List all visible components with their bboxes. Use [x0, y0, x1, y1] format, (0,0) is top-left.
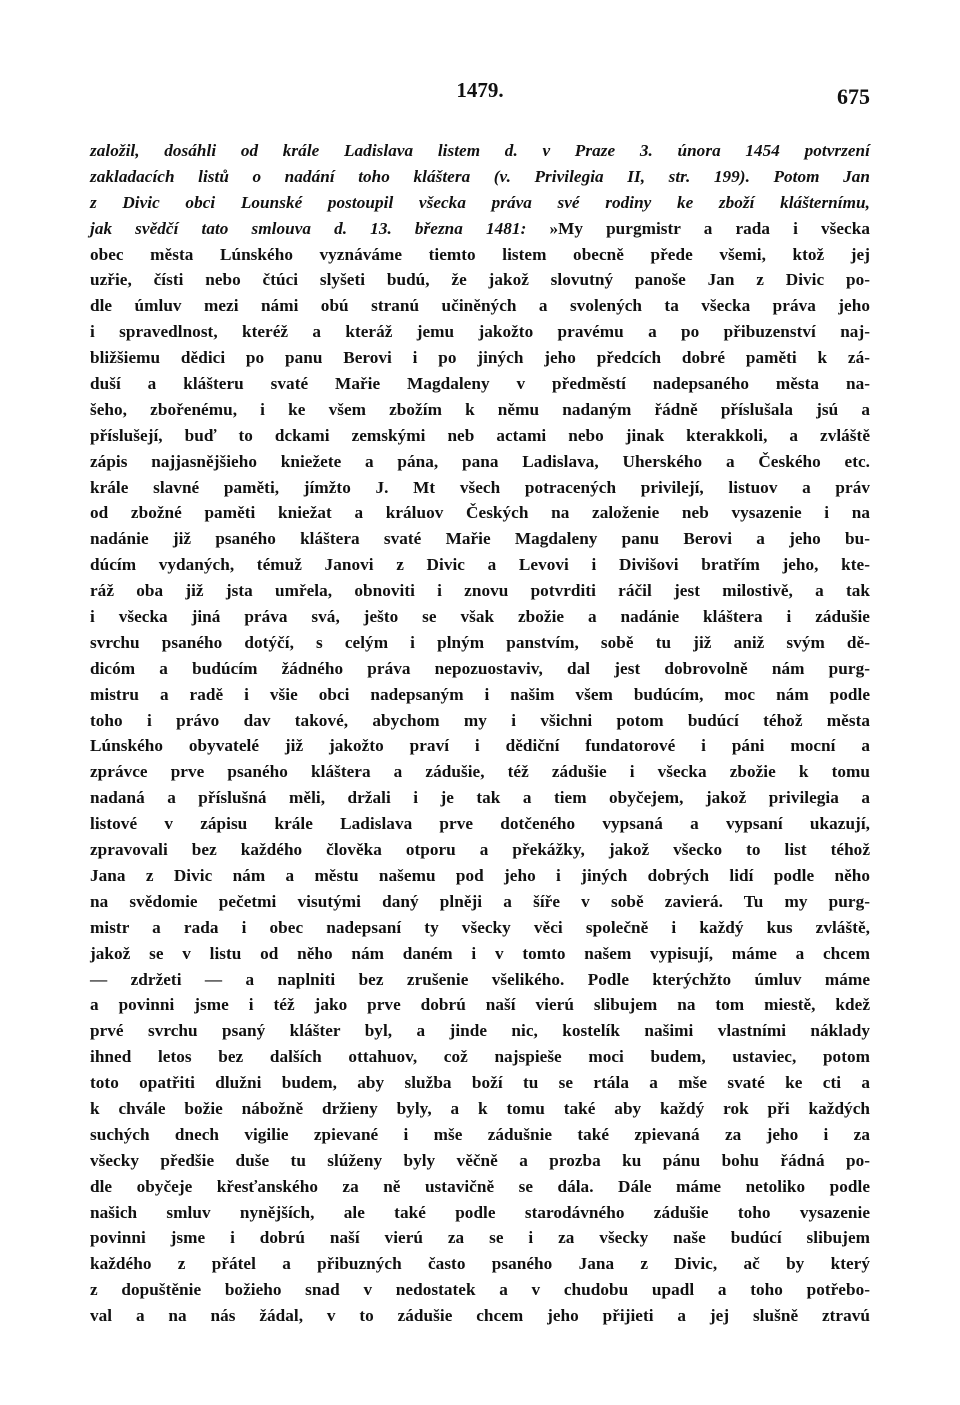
text-line	[90, 1329, 870, 1355]
text-line: listové v zápisu krále Ladislava prve dotčeného vypsaná a vypsaní ukazují,	[90, 814, 870, 834]
text-line: povinni jsme i dobrú naší vierú za se i za všecky naše budúcí slibujem	[90, 1228, 870, 1248]
text-line: Lúnského obyvatelé již jakožto praví i dědiční fundatorové i páni mocní a	[90, 736, 870, 756]
text-line: nadánie již psaného kláštera svaté Mařie Magdaleny panu Berovi a jeho bu-	[90, 529, 870, 549]
text-roman-run: »My purgmistr a rada i všecka	[549, 218, 870, 238]
text-line: ráž oba již jsta umřela, obnoviti i znovu potvrditi ráčil jest milostivě, a tak	[90, 581, 870, 601]
text-line: obec města Lúnského vyznáváme tiemto listem obecně přede všemi, ktož jej	[90, 244, 870, 264]
text-line: svrchu psaného dotýčí, s celým i plným panstvím, sobě tu již aniž svým dě-	[90, 632, 870, 652]
text-line: dúcím vydaných, témuž Janovi z Divic a Levovi i Divišovi bratřím jeho, kte-	[90, 555, 870, 575]
text-line: a povinni jsme i též jako prve dobrú naší vierú slibujem na tom miestě, kdež	[90, 995, 870, 1015]
text-line: z Divic obci Lounské postoupil všecka práva své rodiny ke zboží klášternímu,	[90, 192, 870, 212]
text-line: našich smluv nynějších, ale také podle starodávného zádušie toho vysazenie	[90, 1202, 870, 1222]
text-line: dicóm a budúcím žádného práva nepozuostaviv, dal jest dobrovolně nám purg-	[90, 658, 870, 678]
body-text	[90, 138, 870, 1381]
header-year: 1479.	[456, 78, 504, 102]
text-line: šeho, zbořenému, i ke všem zbožím k němu nadaným řádně příslušala jsú a	[90, 399, 870, 419]
text-line: zakladacích listů o nadání toho kláštera (v. Privilegia II, str. 199). Potom Jan	[90, 166, 870, 186]
text-line: na svědomie pečetmi visutými daný plněji a šíře v sobě zavierá. Tu my purg-	[90, 891, 870, 911]
text-line: toho i právo dav takové, abychom my i všichni potom budúcí téhož města	[90, 710, 870, 730]
text-line: mistr a rada i obec nadepsaní ty všecky věci společně i každý kus zvláště,	[90, 917, 870, 937]
text-line: krále slavné paměti, jímžto J. Mt všech potracených privilejí, listuov a práv	[90, 477, 870, 497]
text-line: zpravovali bez každého člověka otporu a překážky, jakož všecko to list téhož	[90, 840, 870, 860]
running-head	[90, 78, 870, 109]
text-line: založil, dosáhli od krále Ladislava listem d. v Praze 3. února 1454 potvrzení	[90, 141, 870, 160]
text-line: ihned letos bez dalších ottahuov, což najspieše moci budem, ustaviec, potom	[90, 1047, 870, 1067]
text-line: prvé svrchu psaný klášter byl, a jinde nic, kostelík našimi vlastními náklady	[90, 1021, 870, 1041]
text-line-mixed	[90, 216, 870, 242]
text-line: — zdržeti — a naplniti bez zrušenie všelikého. Podle kterýchžto úmluv máme	[90, 969, 870, 989]
text-line: jakož se v listu od něho nám daném i v tomto našem vypisují, máme a chcem	[90, 943, 870, 963]
text-line: dle úmluv mezi námi obú stranú učiněných a svolených ta všecka práva jeho	[90, 296, 870, 316]
text-line: duší a klášteru svaté Mařie Magdaleny v předměstí nadepsaného města na-	[90, 374, 870, 394]
text-line	[90, 1355, 870, 1381]
text-line: dle obyčeje křesťanského za ně ustavičně se dála. Dále máme netoliko podle	[90, 1176, 870, 1196]
text-line: zápis najjasnějšieho kniežete a pána, pana Ladislava, Uherského a Českého etc.	[90, 451, 870, 471]
text-line: každého z přátel a přibuzných často psaného Jana z Divic, ač by který	[90, 1254, 870, 1274]
text-line: k chvále božie nábožně držieny byly, a k tomu také aby každý rok při každých	[90, 1098, 870, 1118]
text-line: uzřie, čísti nebo čtúci slyšeti budú, že jakož slovutný panoše Jan z Divic po-	[90, 270, 870, 290]
text-line: zprávce prve psaného kláštera a zádušie, též zádušie i všecka zbožie k tomu	[90, 762, 870, 782]
text-line: od zbožné paměti kniežat a králuov Českých na založenie neb vysazenie i na	[90, 503, 870, 523]
text-line: val a na nás žádal, v to zádušie chcem jeho přijieti a jej slušně ztravú	[90, 1306, 870, 1326]
text-line: nadaná a příslušná měli, držali i je tak a tiem obyčejem, jakož privilegia a	[90, 788, 870, 808]
text-line: mistru a radě i všie obci nadepsaným i našim všem budúcím, moc nám podle	[90, 684, 870, 704]
text-line: suchých dnech vigilie zpievané i mše zádušnie také zpievaná za jeho i za	[90, 1124, 870, 1144]
text-line: i všecka jiná práva svá, ješto se však zbožie a nadánie kláštera i zádušie	[90, 607, 870, 627]
text-line: všecky předšie duše tu slúženy byly věčně a prozba ku pánu bohu řádná po-	[90, 1150, 870, 1170]
text-line: z dopuštěnie božieho snad v nedostatek a v chudobu upadl a toho potřebo-	[90, 1280, 870, 1300]
page-number: 675	[837, 84, 870, 109]
text-line: i spravedlnost, kteréž a kteráž jemu jakožto pravému a po přibuzenství naj-	[90, 322, 870, 342]
text-line: bližšiemu dědici po panu Berovi i po jiných jeho předcích dobré paměti k zá-	[90, 348, 870, 368]
text-line: Jana z Divic nám a městu našemu pod jeho i jiných dobrých lidí podle něho	[90, 865, 870, 885]
text-line: toto opatřiti dlužni budem, aby služba boží tu se rtála a mše svaté ke cti a	[90, 1073, 870, 1093]
text-line: příslušejí, buď to dckami zemskými neb actami nebo jinak kterakkoli, a zvláště	[90, 425, 870, 445]
text-italic-run: jak svědčí tato smlouva d. 13. března 1481:	[90, 218, 527, 238]
